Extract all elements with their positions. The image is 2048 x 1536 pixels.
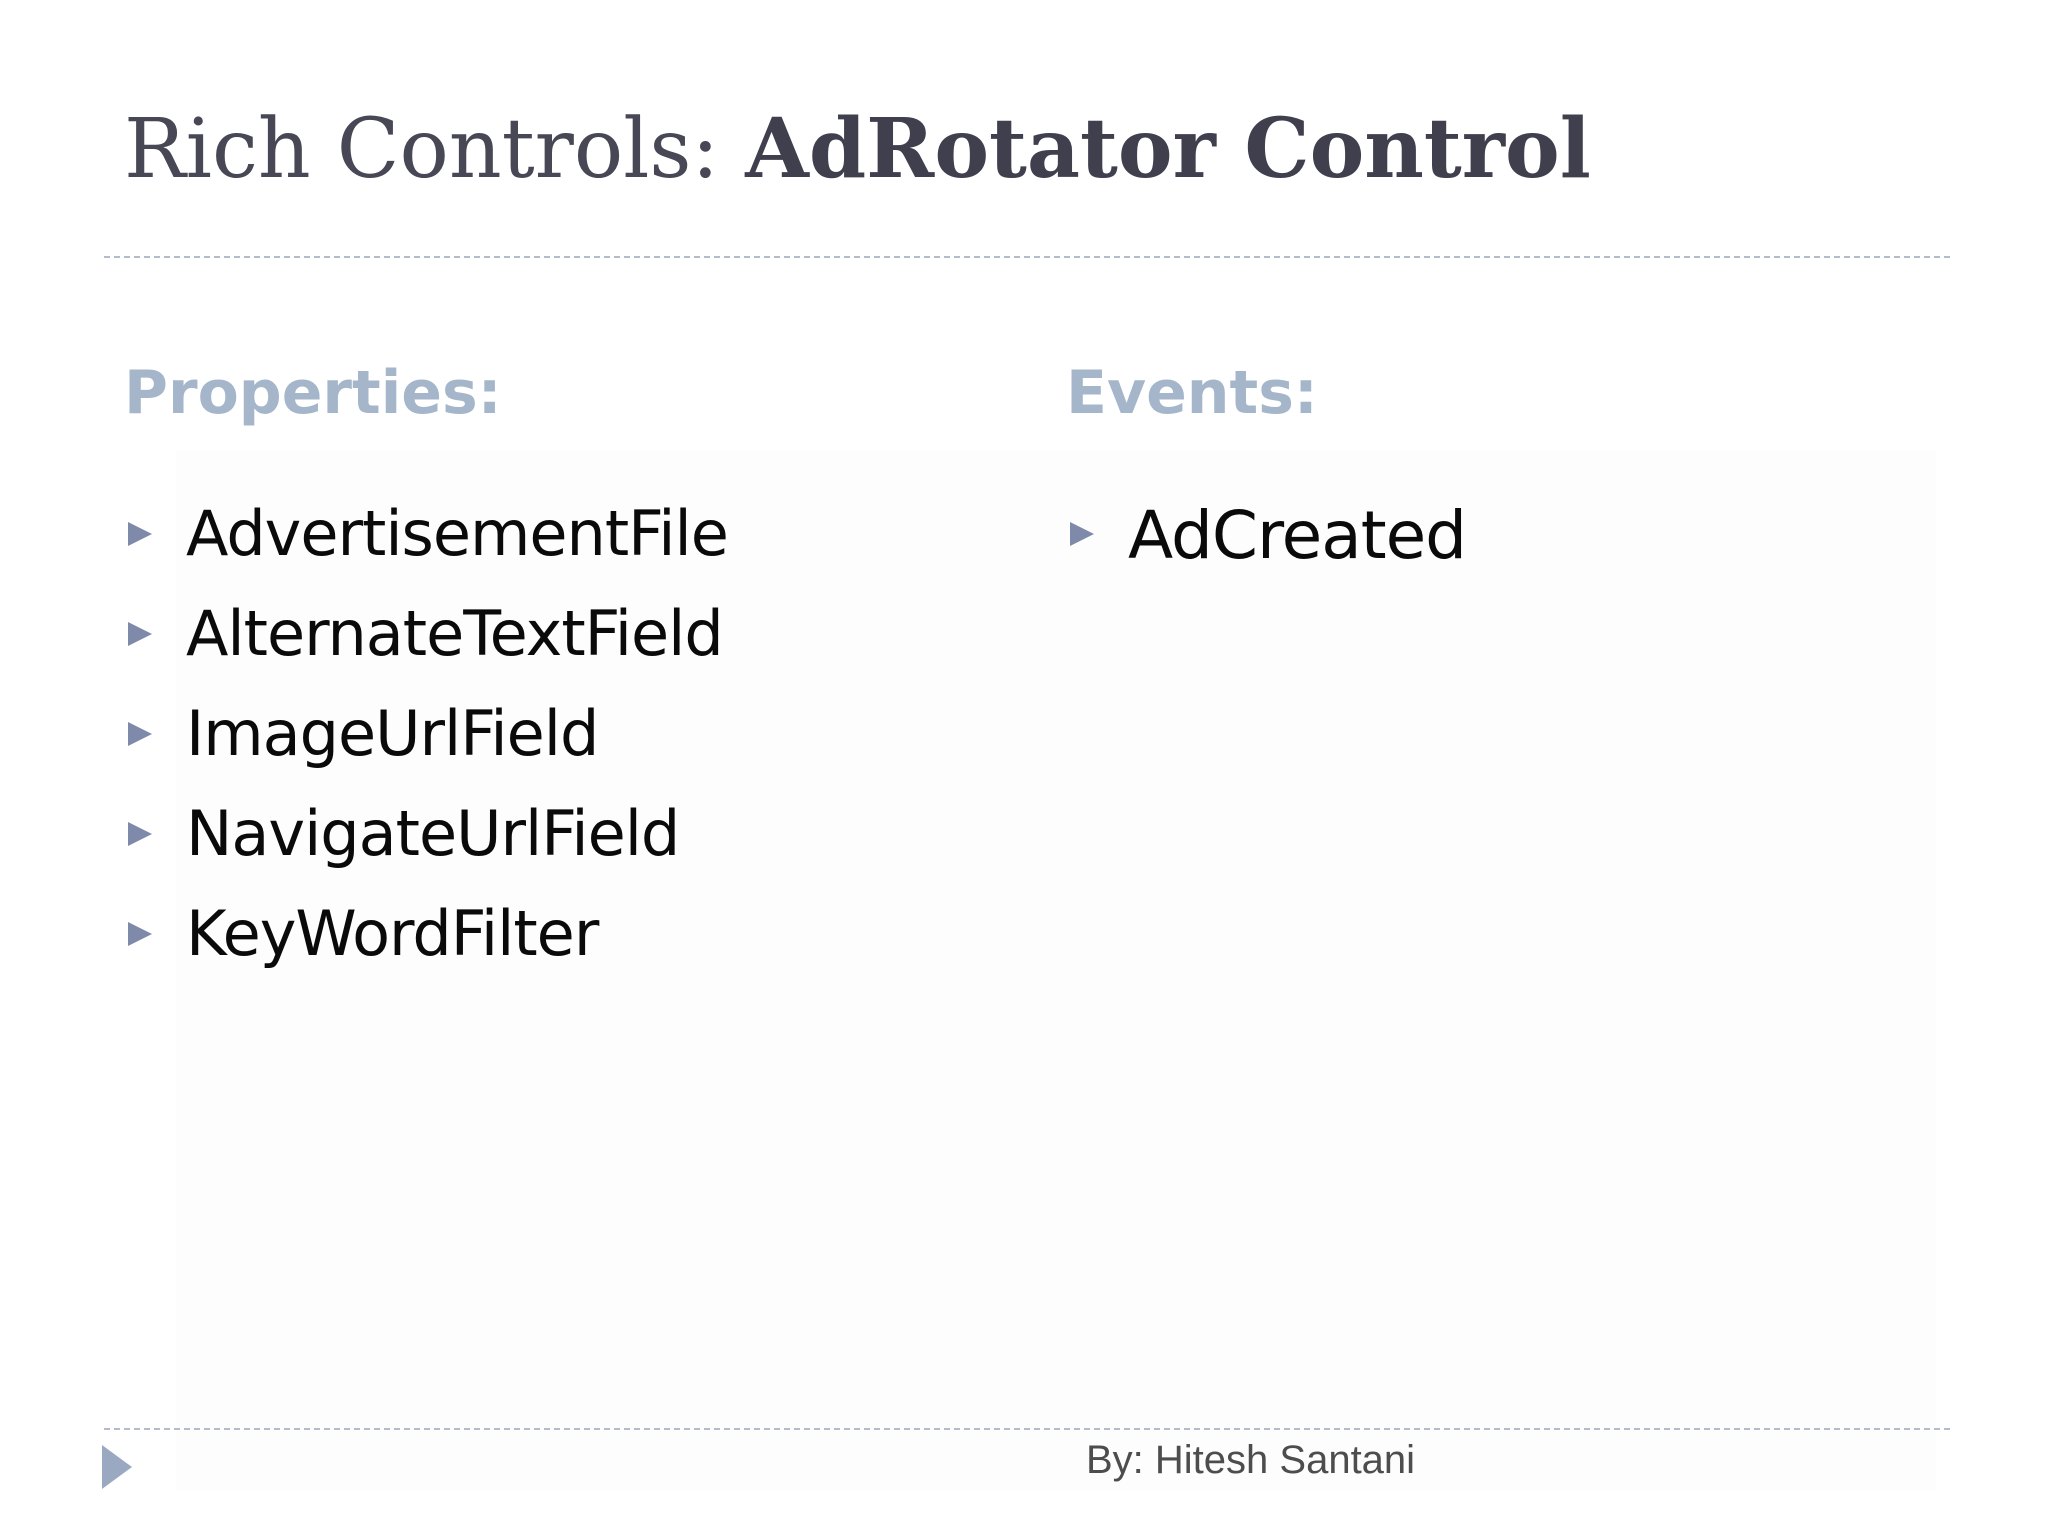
bullet-arrow-icon [128, 622, 152, 646]
event-adcreated: AdCreated [1128, 497, 1467, 574]
next-slide-arrow-icon[interactable] [102, 1445, 132, 1489]
properties-heading: Properties: [124, 358, 502, 428]
footer-author: By: Hitesh Santani [1086, 1438, 1416, 1482]
property-imageurlfield: ImageUrlField [186, 697, 599, 770]
property-keywordfilter: KeyWordFilter [186, 897, 599, 970]
bullet-arrow-icon [1070, 522, 1094, 546]
bullet-arrow-icon [128, 822, 152, 846]
events-heading: Events: [1066, 358, 1318, 428]
properties-column [124, 358, 728, 970]
title-prefix: Rich Controls: [124, 102, 746, 197]
title-emphasis: AdRotator Control [745, 101, 1591, 197]
top-divider [104, 256, 1950, 258]
property-alternatetextfield: AlternateTextField [186, 597, 723, 670]
bottom-divider [104, 1428, 1950, 1430]
bullet-arrow-icon [128, 722, 152, 746]
slide-title [124, 101, 1591, 197]
property-navigateurlfield: NavigateUrlField [186, 797, 680, 870]
events-column [1066, 358, 1467, 574]
bullet-arrow-icon [128, 922, 152, 946]
property-advertisementfile: AdvertisementFile [186, 497, 728, 570]
bullet-arrow-icon [128, 522, 152, 546]
